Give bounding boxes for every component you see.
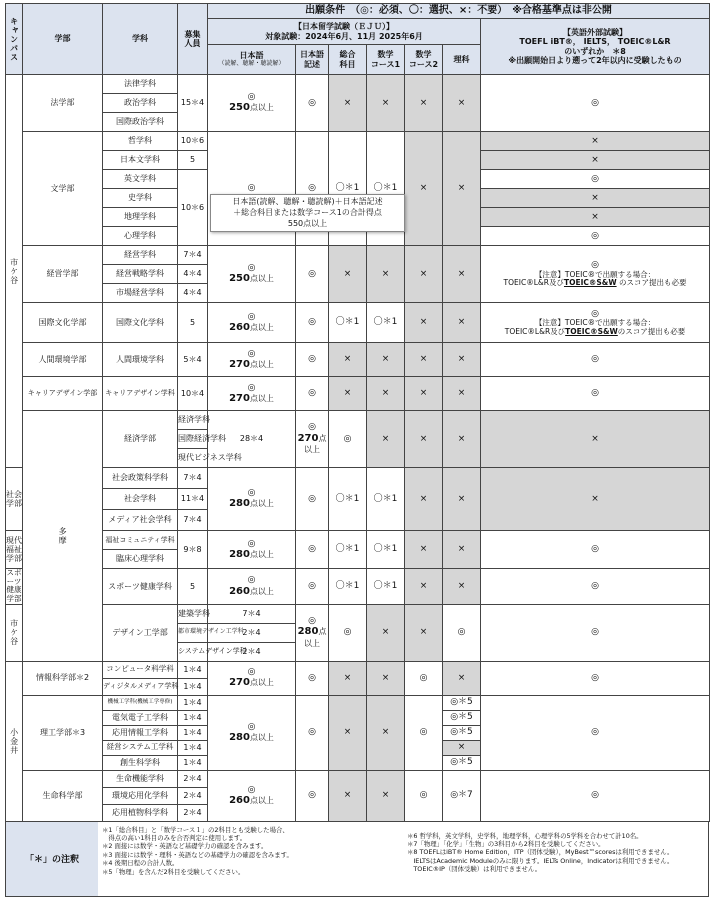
science: × xyxy=(443,303,481,343)
capacity: 2＊4 xyxy=(208,642,296,661)
english: ◎ xyxy=(481,569,710,605)
toeic-note-line2 xyxy=(481,279,709,288)
jp-score xyxy=(208,531,296,569)
general: × xyxy=(367,411,405,468)
capacity: 5 xyxy=(178,151,208,170)
capacity: 5 xyxy=(178,569,208,605)
jp-write: ◎ xyxy=(329,604,367,661)
admission-requirements xyxy=(5,3,709,897)
score-unit: 点以上 xyxy=(249,103,274,113)
footnote: ＊7「物理」「化学」「生物」の3科目から2科目を受験してください。 xyxy=(407,839,605,848)
general: 〇＊1 xyxy=(329,303,367,343)
science: × xyxy=(443,246,481,303)
footnotes xyxy=(5,822,709,897)
math2: × xyxy=(405,531,443,569)
conditions-header: 出願条件 （◎：必須、〇：選択、×：不要） ※合格基準点は非公開 xyxy=(208,4,710,19)
capacity: 1＊4 xyxy=(178,710,208,725)
mark: ◎ xyxy=(591,260,599,271)
score-value: 280 xyxy=(229,731,250,743)
faculty-design: デザイン工学部 xyxy=(103,604,178,661)
mark: ◎ xyxy=(247,721,256,732)
capacity: 1＊4 xyxy=(178,695,208,710)
dept: 英文学科 xyxy=(103,170,178,189)
capacity: 11＊4 xyxy=(178,489,208,510)
capacity: 7＊4 xyxy=(178,468,208,489)
general: × xyxy=(329,695,367,770)
english-either: のいずれか ＊8 xyxy=(564,46,626,56)
footnote: TOEIC®IP（団体受験）は利用できません。 xyxy=(407,865,542,874)
score-value: 280 xyxy=(229,498,250,510)
general: 〇＊1 xyxy=(329,569,367,605)
faculty-law: 法学部 xyxy=(23,75,103,132)
science: × xyxy=(443,377,481,411)
mark: ◎ xyxy=(247,311,256,322)
capacity-header: 募集 人員 xyxy=(178,4,208,75)
dept: 経営学科 xyxy=(103,246,178,265)
mark: ◎ xyxy=(308,422,316,433)
math1: × xyxy=(367,75,405,132)
mark: ◎ xyxy=(247,488,256,499)
score-unit: 点以上 xyxy=(249,586,274,596)
math2: × xyxy=(405,75,443,132)
score-unit: 点以上 xyxy=(304,627,327,648)
faculty-sports: スポーツ健康学部 xyxy=(6,568,22,603)
english-tests: TOEFL iBT®， IELTS， TOEIC®L&R xyxy=(519,37,671,47)
math2: × xyxy=(405,377,443,411)
jp-write: ◎ xyxy=(296,531,329,569)
english-toeic-note xyxy=(481,303,710,343)
dept: 機械工学科(機械工学専修) xyxy=(103,695,178,710)
footnote: ＊8 TOEFLはiBT® Home Edition，ITP（団体受験），MyBest™scoresは利用できません。 xyxy=(407,848,674,857)
english: ◎ xyxy=(481,343,710,377)
science: ◎ xyxy=(481,604,710,661)
science-header: 理科 xyxy=(443,45,481,75)
science: × xyxy=(443,343,481,377)
jp-header-label: 日本語 xyxy=(239,51,264,61)
english: × xyxy=(481,151,710,170)
dept: 電気電子工学科 xyxy=(103,710,178,725)
math1: × xyxy=(367,246,405,303)
capacity: 1＊4 xyxy=(178,678,208,695)
score-unit: 点以上 xyxy=(249,499,274,509)
general: × xyxy=(329,343,367,377)
science: ◎＊5 xyxy=(443,755,481,770)
math2: × xyxy=(405,468,443,531)
jp-write: ◎ xyxy=(296,75,329,132)
jp-score xyxy=(208,770,296,821)
capacity: 9＊8 xyxy=(178,531,208,569)
faculty-intercultural: 国際文化学部 xyxy=(23,303,103,343)
capacity: 7＊4 xyxy=(178,246,208,265)
dept: 福祉コミュニティ学科 xyxy=(103,531,178,550)
math1: × xyxy=(367,695,405,770)
math2: ◎ xyxy=(405,770,443,821)
english-valid: ※出願開始日より遡って2年以内に受験したもの xyxy=(508,55,682,65)
science: × xyxy=(481,411,710,468)
dept: 社会政策科学科 xyxy=(103,468,178,489)
jp-score xyxy=(208,343,296,377)
score-unit: 点以上 xyxy=(249,274,274,284)
faculty-header: 学部 xyxy=(23,4,103,75)
dept: 地理学科 xyxy=(103,208,178,227)
faculty-letters: 文学部 xyxy=(23,132,103,246)
math1: 〇＊1 xyxy=(367,303,405,343)
jp-write: ◎ xyxy=(296,377,329,411)
jp-score xyxy=(208,569,296,605)
mark: ◎ xyxy=(247,667,256,678)
score-value: 250 xyxy=(229,102,250,114)
math2-header: 数学 コース2 xyxy=(405,45,443,75)
science: ◎＊5 xyxy=(443,725,481,740)
department-header: 学科 xyxy=(103,4,178,75)
dept: システムデザイン学科 xyxy=(178,642,208,661)
dept: 環境応用化学科 xyxy=(103,787,178,804)
math1: × xyxy=(367,661,405,695)
dept: 社会学科 xyxy=(103,489,178,510)
dept: 法律学科 xyxy=(103,75,178,94)
math2: × xyxy=(405,569,443,605)
score-value: 270 xyxy=(297,432,319,444)
dept: コンピュータ科学科 xyxy=(103,661,178,678)
math2: × xyxy=(405,132,443,246)
requirements-table xyxy=(5,3,710,822)
jp-score: ◎ xyxy=(208,132,296,246)
general: × xyxy=(329,246,367,303)
general-header: 総合 科目 xyxy=(329,45,367,75)
general: 〇＊1 xyxy=(329,468,367,531)
score-value: 270 xyxy=(229,358,250,370)
english: ◎ xyxy=(481,531,710,569)
math2: × xyxy=(443,411,481,468)
general: × xyxy=(329,377,367,411)
footnote: ＊6 哲学科，英文学科，史学科，地理学科，心理学科の5学科を合わせて計10名。 xyxy=(407,831,643,840)
dept: 国際政治学科 xyxy=(103,113,178,132)
dept: 現代ビジネス学科 xyxy=(178,449,208,468)
capacity: 28＊4 xyxy=(208,411,296,468)
jp-write: ◎ xyxy=(296,343,329,377)
toeic-note-a: TOEIC®L&R及び xyxy=(504,326,566,336)
english: × xyxy=(481,208,710,227)
score-value: 270 xyxy=(229,677,250,689)
math1: 〇＊1 xyxy=(367,468,405,531)
science: × xyxy=(443,468,481,531)
score-unit: 点以上 xyxy=(249,549,274,559)
toeic-note-c: のスコア提出も必要 xyxy=(616,278,687,288)
dept: 哲学科 xyxy=(103,132,178,151)
math1: × xyxy=(405,604,443,661)
general: 〇＊1 xyxy=(329,132,367,246)
dept: 史学科 xyxy=(103,189,178,208)
math1: 〇＊1 xyxy=(367,132,405,246)
english-toeic-note xyxy=(481,246,710,303)
score-unit: 点以上 xyxy=(249,359,274,369)
dept: 日本文学科 xyxy=(103,151,178,170)
mark: ◎ xyxy=(308,615,316,626)
score-unit: 点以上 xyxy=(249,732,274,742)
campus-header: キャンパス xyxy=(6,4,23,75)
faculty-bioscience: 生命科学部 xyxy=(23,770,103,821)
score-unit: 点以上 xyxy=(249,678,274,688)
jp-score xyxy=(208,468,296,531)
english: ◎ xyxy=(481,695,710,770)
dept: ディジタルメディア学科 xyxy=(103,678,178,695)
math1-header: 数学 コース1 xyxy=(367,45,405,75)
capacity: 1＊4 xyxy=(178,755,208,770)
mark: ◎ xyxy=(247,348,256,359)
dept: 経済学科 xyxy=(178,411,208,430)
campus-ichigaya-2: 市ケ谷 xyxy=(6,604,23,661)
jp-write: ◎ xyxy=(296,468,329,531)
science: × xyxy=(443,740,481,755)
jp-score xyxy=(208,246,296,303)
math2: ◎ xyxy=(405,695,443,770)
mark: ◎ xyxy=(247,92,256,103)
footnote: ＊3 面接には数学・理科・英語などの基礎学力の確認を含みます。 xyxy=(102,850,293,859)
toeic-note-line2 xyxy=(481,328,709,337)
dept: 国際文化学科 xyxy=(103,303,178,343)
jp-score xyxy=(208,303,296,343)
score-value: 280 xyxy=(229,548,250,560)
english: ◎ xyxy=(481,770,710,821)
mark: ◎ xyxy=(247,575,256,586)
general: × xyxy=(329,75,367,132)
capacity: 1＊4 xyxy=(178,725,208,740)
jp-write: ◎ xyxy=(296,569,329,605)
mark: ◎ xyxy=(247,784,256,795)
mark: ◎ xyxy=(247,382,256,393)
score-value: 270 xyxy=(229,392,250,404)
dept: 応用情報工学科 xyxy=(103,725,178,740)
toeic-note-sw: TOEIC®S&W xyxy=(563,278,617,288)
dept: 経営戦略学科 xyxy=(103,265,178,284)
footnotes-label: 「＊」の注釈 xyxy=(24,855,79,865)
faculty-science-eng: 理工学部＊3 xyxy=(23,695,103,770)
dept: メディア社会学科 xyxy=(103,510,178,531)
campus-ichigaya: 市ケ谷 xyxy=(6,75,23,468)
math1: 〇＊1 xyxy=(367,531,405,569)
math2: × xyxy=(405,246,443,303)
capacity: 10＊6 xyxy=(178,132,208,151)
faculty-humanenv: 人間環境学部 xyxy=(23,343,103,377)
eju-dates: 対象試験：2024年6月、11月 2025年6月 xyxy=(265,31,423,41)
score-value: 260 xyxy=(229,794,250,806)
dept: 建築学科 xyxy=(178,604,208,623)
footnotes-right xyxy=(403,822,708,896)
score-value: 280 xyxy=(297,626,319,638)
capacity: 5＊4 xyxy=(178,343,208,377)
faculty-business: 経営学部 xyxy=(23,246,103,303)
english: ◎ xyxy=(481,75,710,132)
jp-score xyxy=(208,661,296,695)
english: ◎ xyxy=(481,661,710,695)
english: × xyxy=(481,189,710,208)
capacity: 4＊4 xyxy=(178,265,208,284)
footnote: 得点の高い1科目のみを合否判定に使用します。 xyxy=(102,833,247,842)
capacity: 7＊4 xyxy=(178,510,208,531)
jp-score xyxy=(296,411,329,468)
footnotes-left xyxy=(98,822,403,896)
toeic-note-a: TOEIC®L&R及び xyxy=(503,278,564,288)
footnote: ＊1「総合科目」と「数学コース１」の2科目とも受験した場合、 xyxy=(102,825,289,834)
english-header xyxy=(481,19,710,75)
jp-score xyxy=(208,377,296,411)
science: × xyxy=(443,75,481,132)
math1: 〇＊1 xyxy=(367,569,405,605)
mark: ◎ xyxy=(247,263,256,274)
jp-write: ◎ xyxy=(329,411,367,468)
dept: 市場経営学科 xyxy=(103,284,178,303)
science: ◎＊7 xyxy=(443,770,481,821)
math1: × xyxy=(367,770,405,821)
math1: × xyxy=(367,343,405,377)
faculty-career: キャリアデザイン学部 xyxy=(23,377,103,411)
dept: 経営システム工学科 xyxy=(103,740,178,755)
math2: ◎ xyxy=(405,661,443,695)
capacity: 4＊4 xyxy=(178,284,208,303)
letters-score-callout xyxy=(210,194,405,232)
callout-line3: 550点以上 xyxy=(287,218,328,228)
score-unit: 点以上 xyxy=(249,322,274,332)
footnote: ＊4 後期日程の合計人数。 xyxy=(102,859,179,868)
english: ◎ xyxy=(481,377,710,411)
jp-score xyxy=(208,695,296,770)
jp-write: ◎ xyxy=(296,695,329,770)
score-unit: 点以上 xyxy=(249,795,274,805)
general: × xyxy=(367,604,405,661)
jp-write: ◎ xyxy=(296,770,329,821)
english: ◎ xyxy=(481,227,710,246)
dept: キャリアデザイン学科 xyxy=(103,377,178,411)
campus-tama: 多摩 xyxy=(23,411,103,662)
callout-line1: 日本語(読解、聴解・聴読解)＋日本語記述 xyxy=(232,197,383,206)
dept: 生命機能学科 xyxy=(103,770,178,787)
capacity: 2＊4 xyxy=(178,804,208,821)
toeic-note-sw: TOEIC®S&W xyxy=(565,326,618,336)
faculty-welfare: 現代福祉学部 xyxy=(6,531,23,569)
dept: 心理学科 xyxy=(103,227,178,246)
jp-write-header: 日本語 記述 xyxy=(296,45,329,75)
jp-score xyxy=(208,75,296,132)
math1: × xyxy=(367,377,405,411)
math2: × xyxy=(405,303,443,343)
capacity: 5 xyxy=(178,303,208,343)
jp-write: ◎ xyxy=(296,303,329,343)
science: × xyxy=(443,531,481,569)
dept: スポーツ健康学科 xyxy=(103,569,178,605)
capacity: 10＊4 xyxy=(178,377,208,411)
capacity: 2＊4 xyxy=(178,770,208,787)
toeic-note-line1: 【注意】TOEIC®で出願する場合： xyxy=(534,318,656,328)
science: ◎＊5 xyxy=(443,695,481,710)
faculty-economics: 経済学部 xyxy=(103,411,178,468)
english: × xyxy=(481,132,710,151)
capacity: 1＊4 xyxy=(178,740,208,755)
dept: 応用植物科学科 xyxy=(103,804,178,821)
footnote: IELTSはAcademic Moduleのみに限ります。IELTs Online，Indicatorは利用できません。 xyxy=(407,856,674,865)
math1: × xyxy=(405,411,443,468)
dept: 都市環境デザイン工学科 xyxy=(178,623,208,642)
score-value: 250 xyxy=(229,273,250,285)
general: × xyxy=(329,661,367,695)
eju-title: 【日本留学試験（ＥＪＵ）】 xyxy=(294,22,394,32)
eju-header xyxy=(208,19,481,45)
english: × xyxy=(481,468,710,531)
dept: 政治学科 xyxy=(103,94,178,113)
math2: ◎ xyxy=(443,604,481,661)
score-value: 260 xyxy=(229,585,250,597)
jp-header xyxy=(208,45,296,75)
capacity: 10＊6 xyxy=(178,170,208,246)
callout-line2: ＋総合科目または数学コース1の合計得点 xyxy=(233,207,382,217)
score-unit: 点以上 xyxy=(249,393,274,403)
capacity: 2＊4 xyxy=(178,787,208,804)
jp-write: ◎ xyxy=(296,246,329,303)
capacity: 2＊4 xyxy=(208,623,296,642)
jp-score xyxy=(296,604,329,661)
footnote: ＊2 面接には数学・英語など基礎学力の確認を含みます。 xyxy=(102,842,268,851)
capacity: 15＊4 xyxy=(178,75,208,132)
science: × xyxy=(443,661,481,695)
mark: ◎ xyxy=(591,308,599,319)
dept: 人間環境学科 xyxy=(103,343,178,377)
english: ◎ xyxy=(481,170,710,189)
capacity: 1＊4 xyxy=(178,661,208,678)
campus-koganei: 小金井 xyxy=(6,661,23,821)
dept: 臨床心理学科 xyxy=(103,550,178,569)
jp-header-sub: （読解、聴解・聴読解） xyxy=(218,59,285,67)
faculty-cis: 情報科学部＊2 xyxy=(23,661,103,695)
science: × xyxy=(443,132,481,246)
general: × xyxy=(329,770,367,821)
jp-write: ◎ xyxy=(296,661,329,695)
footnote: ＊5「物理」を含んだ2科目を受験してください。 xyxy=(102,867,245,876)
jp-write: ◎ xyxy=(296,132,329,246)
general: 〇＊1 xyxy=(329,531,367,569)
dept: 国際経済学科 xyxy=(178,430,208,449)
toeic-note-c: のスコア提出も必要 xyxy=(617,326,686,336)
score-unit: 点以上 xyxy=(304,433,327,455)
faculty-sociology: 社会学部 xyxy=(6,468,23,531)
english-title: 【英語外部試験】 xyxy=(563,28,628,38)
capacity: 7＊4 xyxy=(208,604,296,623)
toeic-note-line1: 【注意】TOEIC®で出願する場合： xyxy=(534,269,656,279)
mark: ◎ xyxy=(247,538,256,549)
score-value: 260 xyxy=(229,321,250,333)
math2: × xyxy=(405,343,443,377)
science: × xyxy=(443,569,481,605)
dept: 創生科学科 xyxy=(103,755,178,770)
science: ◎＊5 xyxy=(443,710,481,725)
